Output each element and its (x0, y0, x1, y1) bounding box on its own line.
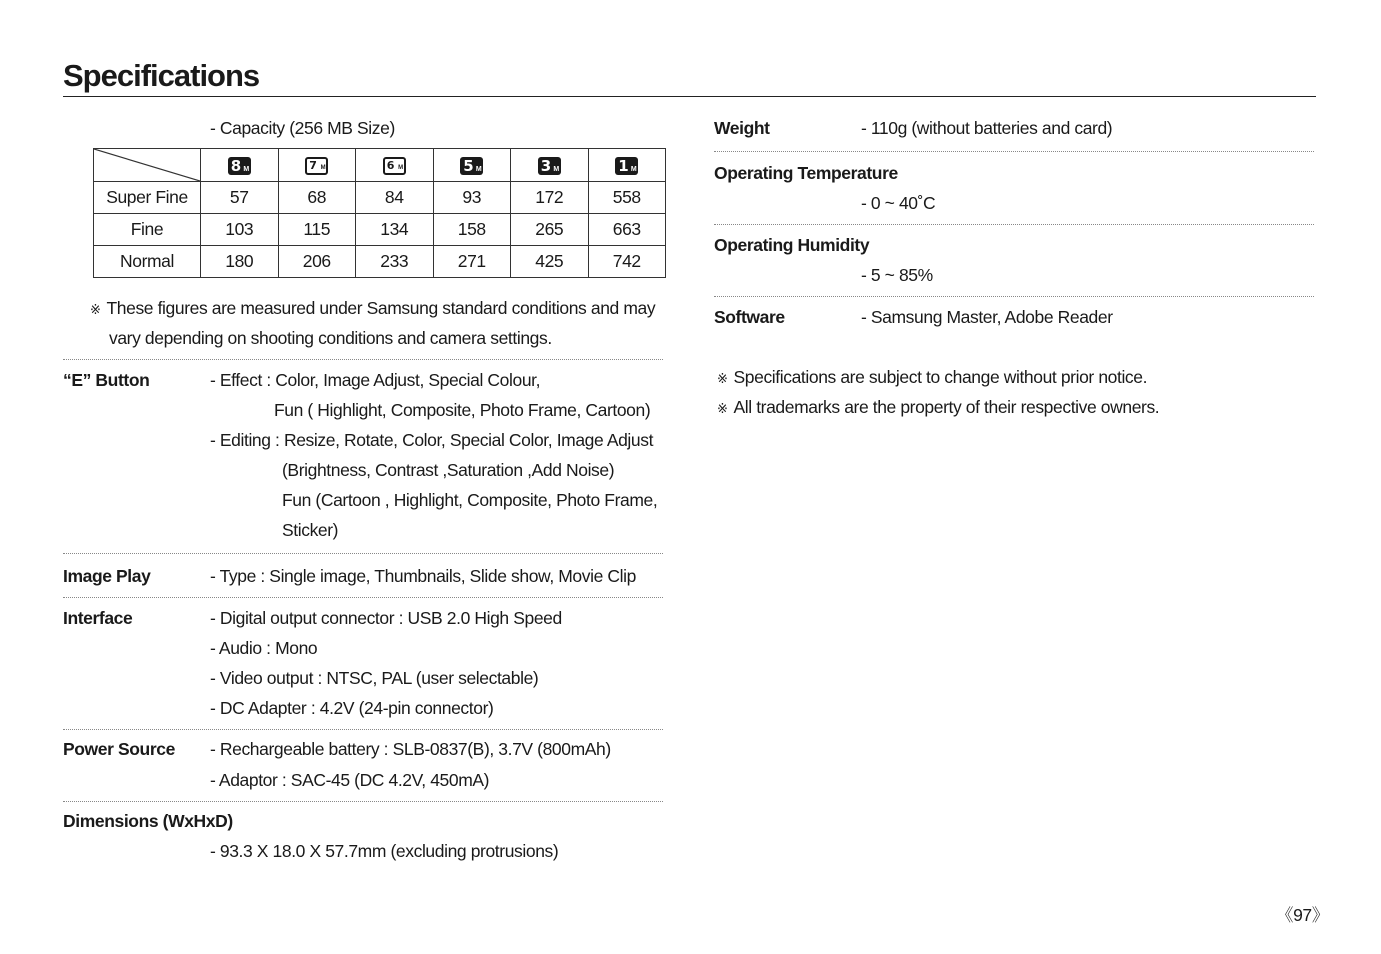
row-label: Super Fine (94, 182, 201, 214)
spec-line: - Audio : Mono (210, 638, 318, 658)
trademark-note: ※ All trademarks are the property of their respective owners. (717, 397, 1160, 417)
page-number: 《97》 (1276, 905, 1329, 925)
divider (63, 553, 663, 554)
spec-line: Sticker) (282, 520, 339, 540)
table-cell: 742 (588, 246, 666, 278)
header-cell-4 (511, 149, 589, 182)
spec-line: - DC Adapter : 4.2V (24-pin connector) (210, 698, 494, 718)
temperature-value: - 0 ~ 40˚C (861, 193, 936, 213)
table-cell: 93 (433, 182, 511, 214)
header-cell-0 (201, 149, 279, 182)
note-mark-icon: ※ (90, 302, 101, 317)
table-cell: 271 (433, 246, 511, 278)
spec-line: - Effect : Color, Image Adjust, Special Colour, (210, 370, 541, 390)
divider (714, 296, 1314, 297)
spec-note: ※ Specifications are subject to change without prior notice. (717, 367, 1148, 387)
temperature-label: Operating Temperature (714, 163, 898, 183)
row-label: Normal (94, 246, 201, 278)
spec-line: - Video output : NTSC, PAL (user selectable) (210, 668, 539, 688)
table-cell: 265 (511, 214, 589, 246)
weight-value: - 110g (without batteries and card) (861, 118, 1113, 138)
title-rule (63, 96, 1316, 97)
weight-label: Weight (714, 118, 770, 138)
table-cell: 68 (278, 182, 356, 214)
interface-label: Interface (63, 608, 133, 628)
table-cell: 57 (201, 182, 279, 214)
6mp-size-icon: 6 M (383, 157, 406, 175)
5mp-size-icon: 5 M (460, 157, 483, 175)
note-mark-icon: ※ (717, 371, 728, 386)
capacity-label: - Capacity (256 MB Size) (210, 118, 395, 138)
humidity-value: - 5 ~ 85% (861, 265, 933, 285)
table-row (94, 182, 666, 214)
table-note-line1: ※ These figures are measured under Samsung standard conditions and may (90, 298, 656, 318)
software-value: - Samsung Master, Adobe Reader (861, 307, 1113, 327)
spec-line: Fun (Cartoon , Highlight, Composite, Photo Frame, (282, 490, 658, 510)
e-button-label: “E” Button (63, 370, 150, 390)
table-cell: 558 (588, 182, 666, 214)
table-cell: 115 (278, 214, 356, 246)
spec-line: (Brightness, Contrast ,Saturation ,Add Noise) (282, 460, 615, 480)
3mp-size-icon: 3 M (538, 157, 561, 175)
divider (714, 224, 1314, 225)
header-cell-1 (278, 149, 356, 182)
table-corner-cell (94, 149, 201, 182)
dimensions-label: Dimensions (WxHxD) (63, 811, 233, 831)
spec-line: - Type : Single image, Thumbnails, Slide show, Movie Clip (210, 566, 636, 586)
spec-line: - 93.3 X 18.0 X 57.7mm (excluding protrusions) (210, 841, 559, 861)
table-cell: 103 (201, 214, 279, 246)
diagonal-line (94, 149, 200, 181)
table-row (94, 246, 666, 278)
page-title: Specifications (63, 58, 260, 93)
spec-line: - Digital output connector : USB 2.0 High Speed (210, 608, 562, 628)
7mp-size-icon: 7 M (305, 157, 328, 175)
spec-line: - Adaptor : SAC-45 (DC 4.2V, 450mA) (210, 770, 490, 790)
capacity-table (93, 148, 666, 278)
image-play-label: Image Play (63, 566, 151, 586)
8mp-size-icon: 8 M (228, 157, 251, 175)
table-cell: 158 (433, 214, 511, 246)
spec-line: Fun ( Highlight, Composite, Photo Frame, Cartoon) (274, 400, 651, 420)
divider (63, 359, 663, 360)
divider (63, 801, 663, 802)
table-row (94, 214, 666, 246)
header-cell-5 (588, 149, 666, 182)
row-label: Fine (94, 214, 201, 246)
power-source-label: Power Source (63, 739, 175, 759)
divider (714, 151, 1314, 152)
spec-line: - Rechargeable battery : SLB-0837(B), 3.7V (800mAh) (210, 739, 611, 759)
spec-line: - Editing : Resize, Rotate, Color, Special Color, Image Adjust (210, 430, 654, 450)
table-cell: 663 (588, 214, 666, 246)
table-cell: 425 (511, 246, 589, 278)
note-mark-icon: ※ (717, 401, 728, 416)
table-cell: 206 (278, 246, 356, 278)
table-cell: 180 (201, 246, 279, 278)
1mp-size-icon: 1 M (615, 157, 638, 175)
header-cell-3 (433, 149, 511, 182)
table-cell: 134 (356, 214, 434, 246)
table-cell: 233 (356, 246, 434, 278)
software-label: Software (714, 307, 785, 327)
table-cell: 172 (511, 182, 589, 214)
table-header-row (94, 149, 666, 182)
table-cell: 84 (356, 182, 434, 214)
header-cell-2 (356, 149, 434, 182)
humidity-label: Operating Humidity (714, 235, 870, 255)
divider (63, 597, 663, 598)
divider (63, 729, 663, 730)
table-note-line2: vary depending on shooting conditions and camera settings. (109, 328, 552, 348)
